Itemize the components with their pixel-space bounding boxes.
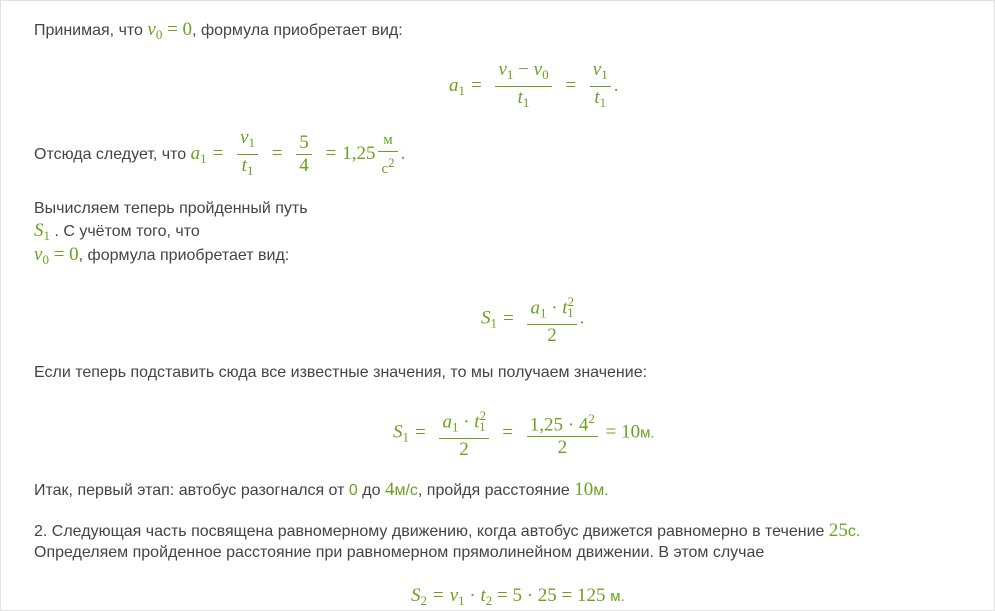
paragraph-3-line-2 (34, 220, 200, 247)
paragraph-5 (34, 479, 609, 502)
math-text: 5 (296, 132, 312, 155)
unit-distance: м. (593, 482, 609, 499)
math-s1: $S_1$ (34, 220, 50, 243)
paragraph-6-line-1 (34, 520, 860, 543)
text: Определяем пройденное расстояние при равномерном прямолинейном движении. В этом случае (34, 544, 765, 561)
value-time: 25 (828, 520, 848, 541)
text: Если теперь подставить сюда все известные значения, то мы получаем значение: (34, 364, 648, 381)
math-text: м. (610, 588, 625, 605)
math-text: = 5 · 25 = 125 (497, 585, 606, 606)
math-text: с (381, 161, 389, 177)
math-v0-eq-0: $v_0 = 0$ (34, 244, 79, 267)
paragraph-6-line-2 (34, 542, 764, 564)
formula-s1-value: $S_1$ = $\frac{a_1 \cdot t^2_1}{2}$ = $\frac{1,25 \cdot 4^2}{2}$ = 10м. (393, 405, 655, 461)
math-text: = 0 (167, 19, 193, 40)
paragraph-3-line-3 (34, 244, 289, 271)
text: до (362, 482, 381, 499)
value-distance: 10 (574, 479, 594, 500)
math-text: м. (640, 424, 655, 442)
formula-s1: $S_1$ = $\frac{a_1 \cdot t^2_1}{2}$ . (481, 291, 584, 347)
paragraph-1 (34, 19, 403, 46)
math-text: 4 (299, 155, 309, 176)
text: . С учётом того, что (54, 223, 200, 240)
math-text: = 10 (605, 421, 641, 443)
math-text: 1,25 · 4 (529, 413, 589, 435)
paragraph-3-line-1 (34, 198, 308, 220)
unit-speed: м/с (394, 482, 418, 499)
text: , формула приобретает вид: (78, 247, 290, 264)
math-text: м (378, 129, 397, 152)
text: , пройдя расстояние (417, 482, 570, 499)
formula-a1-value: $a_1$ = $\frac{v_1}{t_1}$ = $\frac{5}{4}$ = 1,25 $\frac{м}{с^2}$ . (190, 127, 406, 178)
value-speed: 4 (384, 479, 395, 500)
formula-a1: $a_1$ = $\frac{v_1 - v_0}{t_1}$ = $\frac{v_1}{t_1}$ . (449, 59, 619, 110)
paragraph-4 (34, 362, 647, 384)
unit-time: с. (847, 523, 861, 540)
text: , формула приобретает вид: (192, 22, 403, 39)
math-text: = 0 (53, 244, 79, 265)
paragraph-2 (34, 127, 405, 184)
formula-s2: $S_2 = v_1 \cdot t_2 = 5 \cdot 25 = 125$ м. (411, 585, 625, 608)
text: Принимая, что (34, 22, 143, 39)
math-text: 1,25 (342, 142, 376, 164)
text: Вычисляем теперь пройденный путь (34, 200, 308, 217)
text: Отсюда следует, что (34, 145, 187, 163)
value-zero: 0 (348, 482, 358, 499)
text: Итак, первый этап: автобус разогнался от (34, 482, 345, 499)
text: 2. Следующая часть посвящена равномерному движению, когда автобус движется равномерно в течение (34, 523, 825, 540)
math-v0-eq-0: $v_0 = 0$ (147, 19, 193, 42)
